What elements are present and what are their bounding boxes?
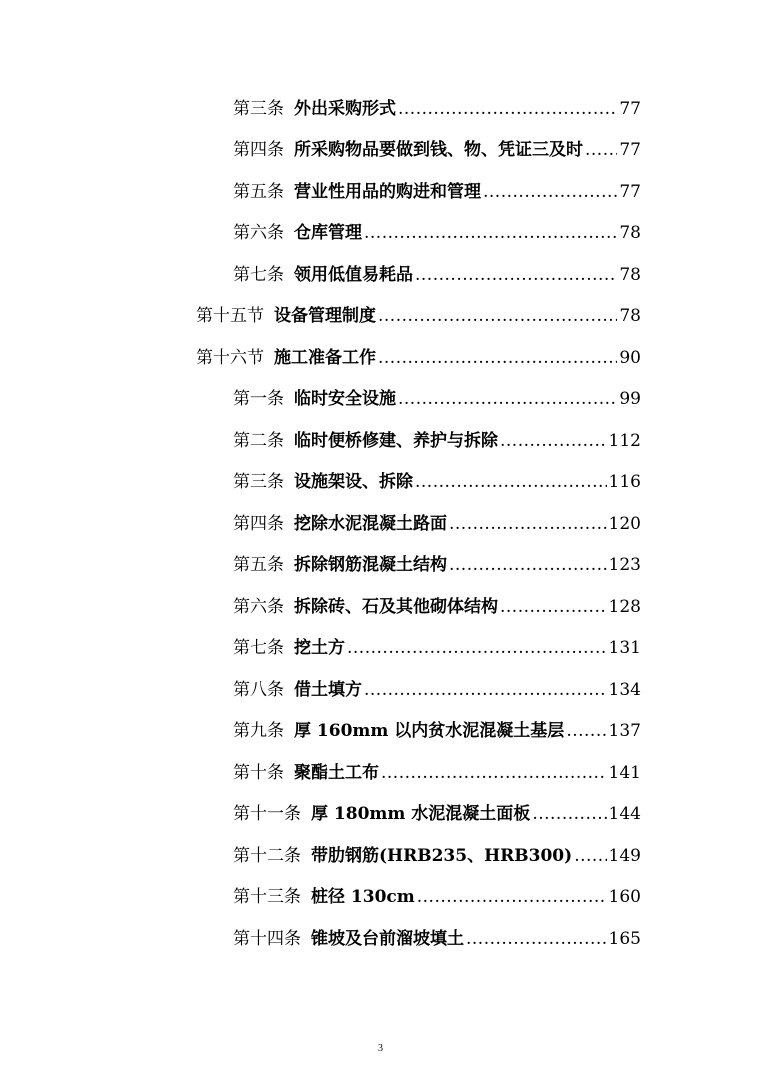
toc-entry[interactable] [233,94,641,124]
toc-entry-title: 外出采购形式 [294,99,396,119]
toc-entry-label: 第七条 [233,265,284,285]
toc-entry[interactable] [233,426,641,456]
toc-dot-leader [449,550,607,580]
toc-entry-page: 77 [619,182,641,202]
toc-entry-title: 拆除钢筋混凝土结构 [294,555,447,575]
toc-entry-page: 78 [619,306,641,326]
toc-dot-leader [398,384,617,414]
toc-entry[interactable] [233,592,641,622]
toc-entry-label: 第十五节 [196,306,264,326]
toc-dot-leader [364,675,607,705]
toc-entry-title: 挖土方 [294,638,345,658]
toc-dot-leader [378,301,617,331]
toc-entry[interactable] [233,509,641,539]
toc-entry-page: 123 [608,555,641,575]
toc-entry-label: 第四条 [233,514,284,534]
toc-entry[interactable] [233,633,641,663]
toc-dot-leader [398,94,617,124]
toc-entry-title: 所采购物品要做到钱、物、凭证三及时 [294,140,583,160]
toc-dot-leader [574,841,606,871]
toc-entry-page: 134 [608,680,641,700]
toc-entry-title: 聚酯土工布 [294,763,379,783]
toc-entry-title: 拆除砖、石及其他砌体结构 [294,597,498,617]
toc-dot-leader [500,592,607,622]
toc-dot-leader [585,135,617,165]
toc-entry-label: 第三条 [233,99,284,119]
toc-entry-label: 第九条 [233,721,284,741]
toc-entry[interactable] [233,882,641,912]
toc-entry[interactable] [233,716,641,746]
toc-entry-label: 第十二条 [233,846,301,866]
toc-entry-page: 137 [608,721,641,741]
toc-entry-label: 第十四条 [233,929,301,949]
toc-entry-title: 仓库管理 [294,223,362,243]
toc-entry-page: 160 [608,887,641,907]
toc-dot-leader [449,509,607,539]
toc-dot-leader [381,758,607,788]
toc-dot-leader [415,467,607,497]
toc-dot-leader [364,218,617,248]
toc-entry-title: 临时便桥修建、养护与拆除 [294,431,498,451]
toc-dot-leader [415,260,617,290]
toc-entry-page: 141 [608,763,641,783]
toc-entry-title: 施工准备工作 [274,348,376,368]
toc-entry-label: 第六条 [233,597,284,617]
toc-entry-label: 第八条 [233,680,284,700]
toc-entry-label: 第四条 [233,140,284,160]
toc-entry[interactable] [233,218,641,248]
toc-entry-title: 桩径 130cm [311,887,415,907]
toc-entry-page: 99 [619,389,641,409]
toc-entry[interactable] [233,675,641,705]
toc-entry[interactable] [233,135,641,165]
toc-entry-label: 第十条 [233,763,284,783]
toc-entry-title: 营业性用品的购进和管理 [294,182,481,202]
toc-entry-title: 挖除水泥混凝土路面 [294,514,447,534]
toc-entry-title: 设施架设、拆除 [294,472,413,492]
toc-entry-title: 锥坡及台前溜坡填土 [311,929,464,949]
toc-entry-page: 128 [608,597,641,617]
toc-entry-title: 厚 180mm 水泥混凝土面板 [311,804,531,824]
toc-entry-label: 第一条 [233,389,284,409]
toc-entry-page: 77 [619,140,641,160]
toc-dot-leader [566,716,606,746]
toc-entry[interactable] [233,550,641,580]
toc-entry[interactable] [233,799,641,829]
toc-dot-leader [417,882,607,912]
toc-entry-page: 131 [608,638,641,658]
toc-entry-label: 第三条 [233,472,284,492]
toc-entry-title: 厚 160mm 以内贫水泥混凝土基层 [294,721,565,741]
toc-entry-page: 77 [619,99,641,119]
toc-entry-label: 第十一条 [233,804,301,824]
toc-entry-page: 78 [619,265,641,285]
toc-entry-title: 临时安全设施 [294,389,396,409]
toc-entry-label: 第十三条 [233,887,301,907]
toc-entry[interactable] [196,343,641,373]
toc-entry-page: 78 [619,223,641,243]
toc-entry[interactable] [233,177,641,207]
toc-entry-label: 第十六节 [196,348,264,368]
toc-entry-label: 第二条 [233,431,284,451]
toc-entry[interactable] [233,841,641,871]
toc-dot-leader [500,426,607,456]
toc-entry[interactable] [233,384,641,414]
toc-entry-page: 165 [608,929,641,949]
toc-entry-page: 116 [608,472,641,492]
toc-dot-leader [532,799,606,829]
toc-dot-leader [466,924,607,954]
toc-dot-leader [347,633,607,663]
toc-entry-title: 设备管理制度 [274,306,376,326]
toc-dot-leader [483,177,617,207]
toc-entry-page: 149 [608,846,641,866]
toc-entry[interactable] [233,467,641,497]
toc-entry-label: 第七条 [233,638,284,658]
toc-entry-title: 带肋钢筋(HRB235、HRB300) [311,846,573,866]
page-number: 3 [378,1043,383,1054]
toc-entry-label: 第五条 [233,555,284,575]
toc-entry-page: 120 [608,514,641,534]
toc-entry-title: 领用低值易耗品 [294,265,413,285]
toc-entry-title: 借土填方 [294,680,362,700]
toc-dot-leader [378,343,617,373]
toc-entry-label: 第五条 [233,182,284,202]
toc-entry[interactable] [233,758,641,788]
toc-entry[interactable] [196,301,641,331]
toc-entry-label: 第六条 [233,223,284,243]
toc-entry[interactable] [233,924,641,954]
toc-entry[interactable] [233,260,641,290]
toc-entry-page: 90 [619,348,641,368]
toc-entry-page: 112 [608,431,641,451]
toc-entry-page: 144 [608,804,641,824]
